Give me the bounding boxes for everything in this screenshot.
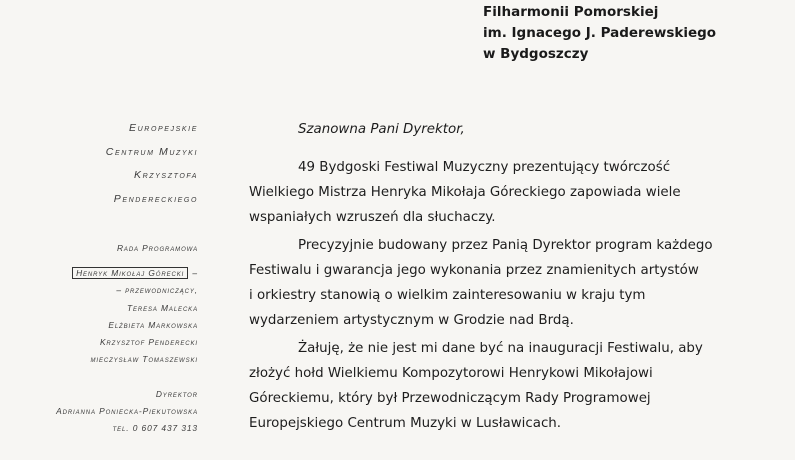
chair-dash: – xyxy=(189,268,198,279)
organization-line: Pendereckiego xyxy=(113,193,198,206)
letter-line: wspaniałych wzruszeń dla słuchaczy. xyxy=(249,210,496,225)
director-name: Adrianna Poniecka-Piekutowska xyxy=(56,406,198,417)
letter-line: Góreckiemu, który był Przewodniczącym Rady Programowej xyxy=(249,391,651,406)
paragraph-2 xyxy=(249,233,769,333)
letter-line: i orkiestry stanowią o wielkim zainteresowaniu w kraju tym xyxy=(249,288,646,303)
council-member: Krzysztof Penderecki xyxy=(99,337,198,348)
director-phone: tel. 0 607 437 313 xyxy=(112,423,198,434)
chair-name: Henryk Mikołaj Górecki xyxy=(72,267,188,279)
council-heading: Rada Programowa xyxy=(116,243,198,253)
recipient-line: w Bydgoszczy xyxy=(483,46,589,62)
sender-organization xyxy=(106,117,198,212)
paragraph-1 xyxy=(249,155,769,230)
director-heading: Dyrektor xyxy=(155,389,198,399)
letter-line: Żałuję, że nie jest mi dane być na inauguracji Festiwalu, aby xyxy=(298,341,703,356)
recipient-line: im. Ignacego J. Paderewskiego xyxy=(483,25,717,41)
letter-line: wydarzeniem artystycznym w Grodzie nad Brdą. xyxy=(249,313,574,328)
letter-line: złożyć hołd Wielkiemu Kompozytorowi Henrykowi Mikołajowi xyxy=(249,366,653,381)
council-chair xyxy=(72,265,198,282)
organization-line: Europejskie xyxy=(129,122,198,134)
director-block xyxy=(56,386,198,438)
organization-line: Centrum Muzyki xyxy=(105,145,198,158)
recipient-line: Filharmonii Pomorskiej xyxy=(483,4,659,20)
letter-line: Wielkiego Mistrza Henryka Mikołaja Góreckiego zapowiada wiele xyxy=(249,185,681,200)
recipient-address xyxy=(483,2,716,65)
letter-line: Europejskiego Centrum Muzyki w Lusławicach. xyxy=(249,416,562,431)
program-council xyxy=(72,240,198,368)
council-member: Teresa Malecka xyxy=(126,302,198,313)
letter-line: Precyzyjnie budowany przez Panią Dyrektor program każdego xyxy=(298,238,713,253)
letter-line: 49 Bydgoski Festiwal Muzyczny prezentujący twórczość xyxy=(298,160,671,175)
letter-body xyxy=(249,117,769,436)
chair-role: – przewodniczący, xyxy=(116,285,198,296)
council-member: mieczysław Tomaszewski xyxy=(90,354,198,365)
letter-line: Festiwalu i gwarancja jego wykonania przez znamienitych artystów xyxy=(249,263,699,278)
council-member: Elżbieta Markowska xyxy=(108,319,198,330)
paragraph-3 xyxy=(249,336,769,436)
organization-line: Krzysztofa xyxy=(134,169,198,182)
salutation: Szanowna Pani Dyrektor, xyxy=(298,122,465,137)
